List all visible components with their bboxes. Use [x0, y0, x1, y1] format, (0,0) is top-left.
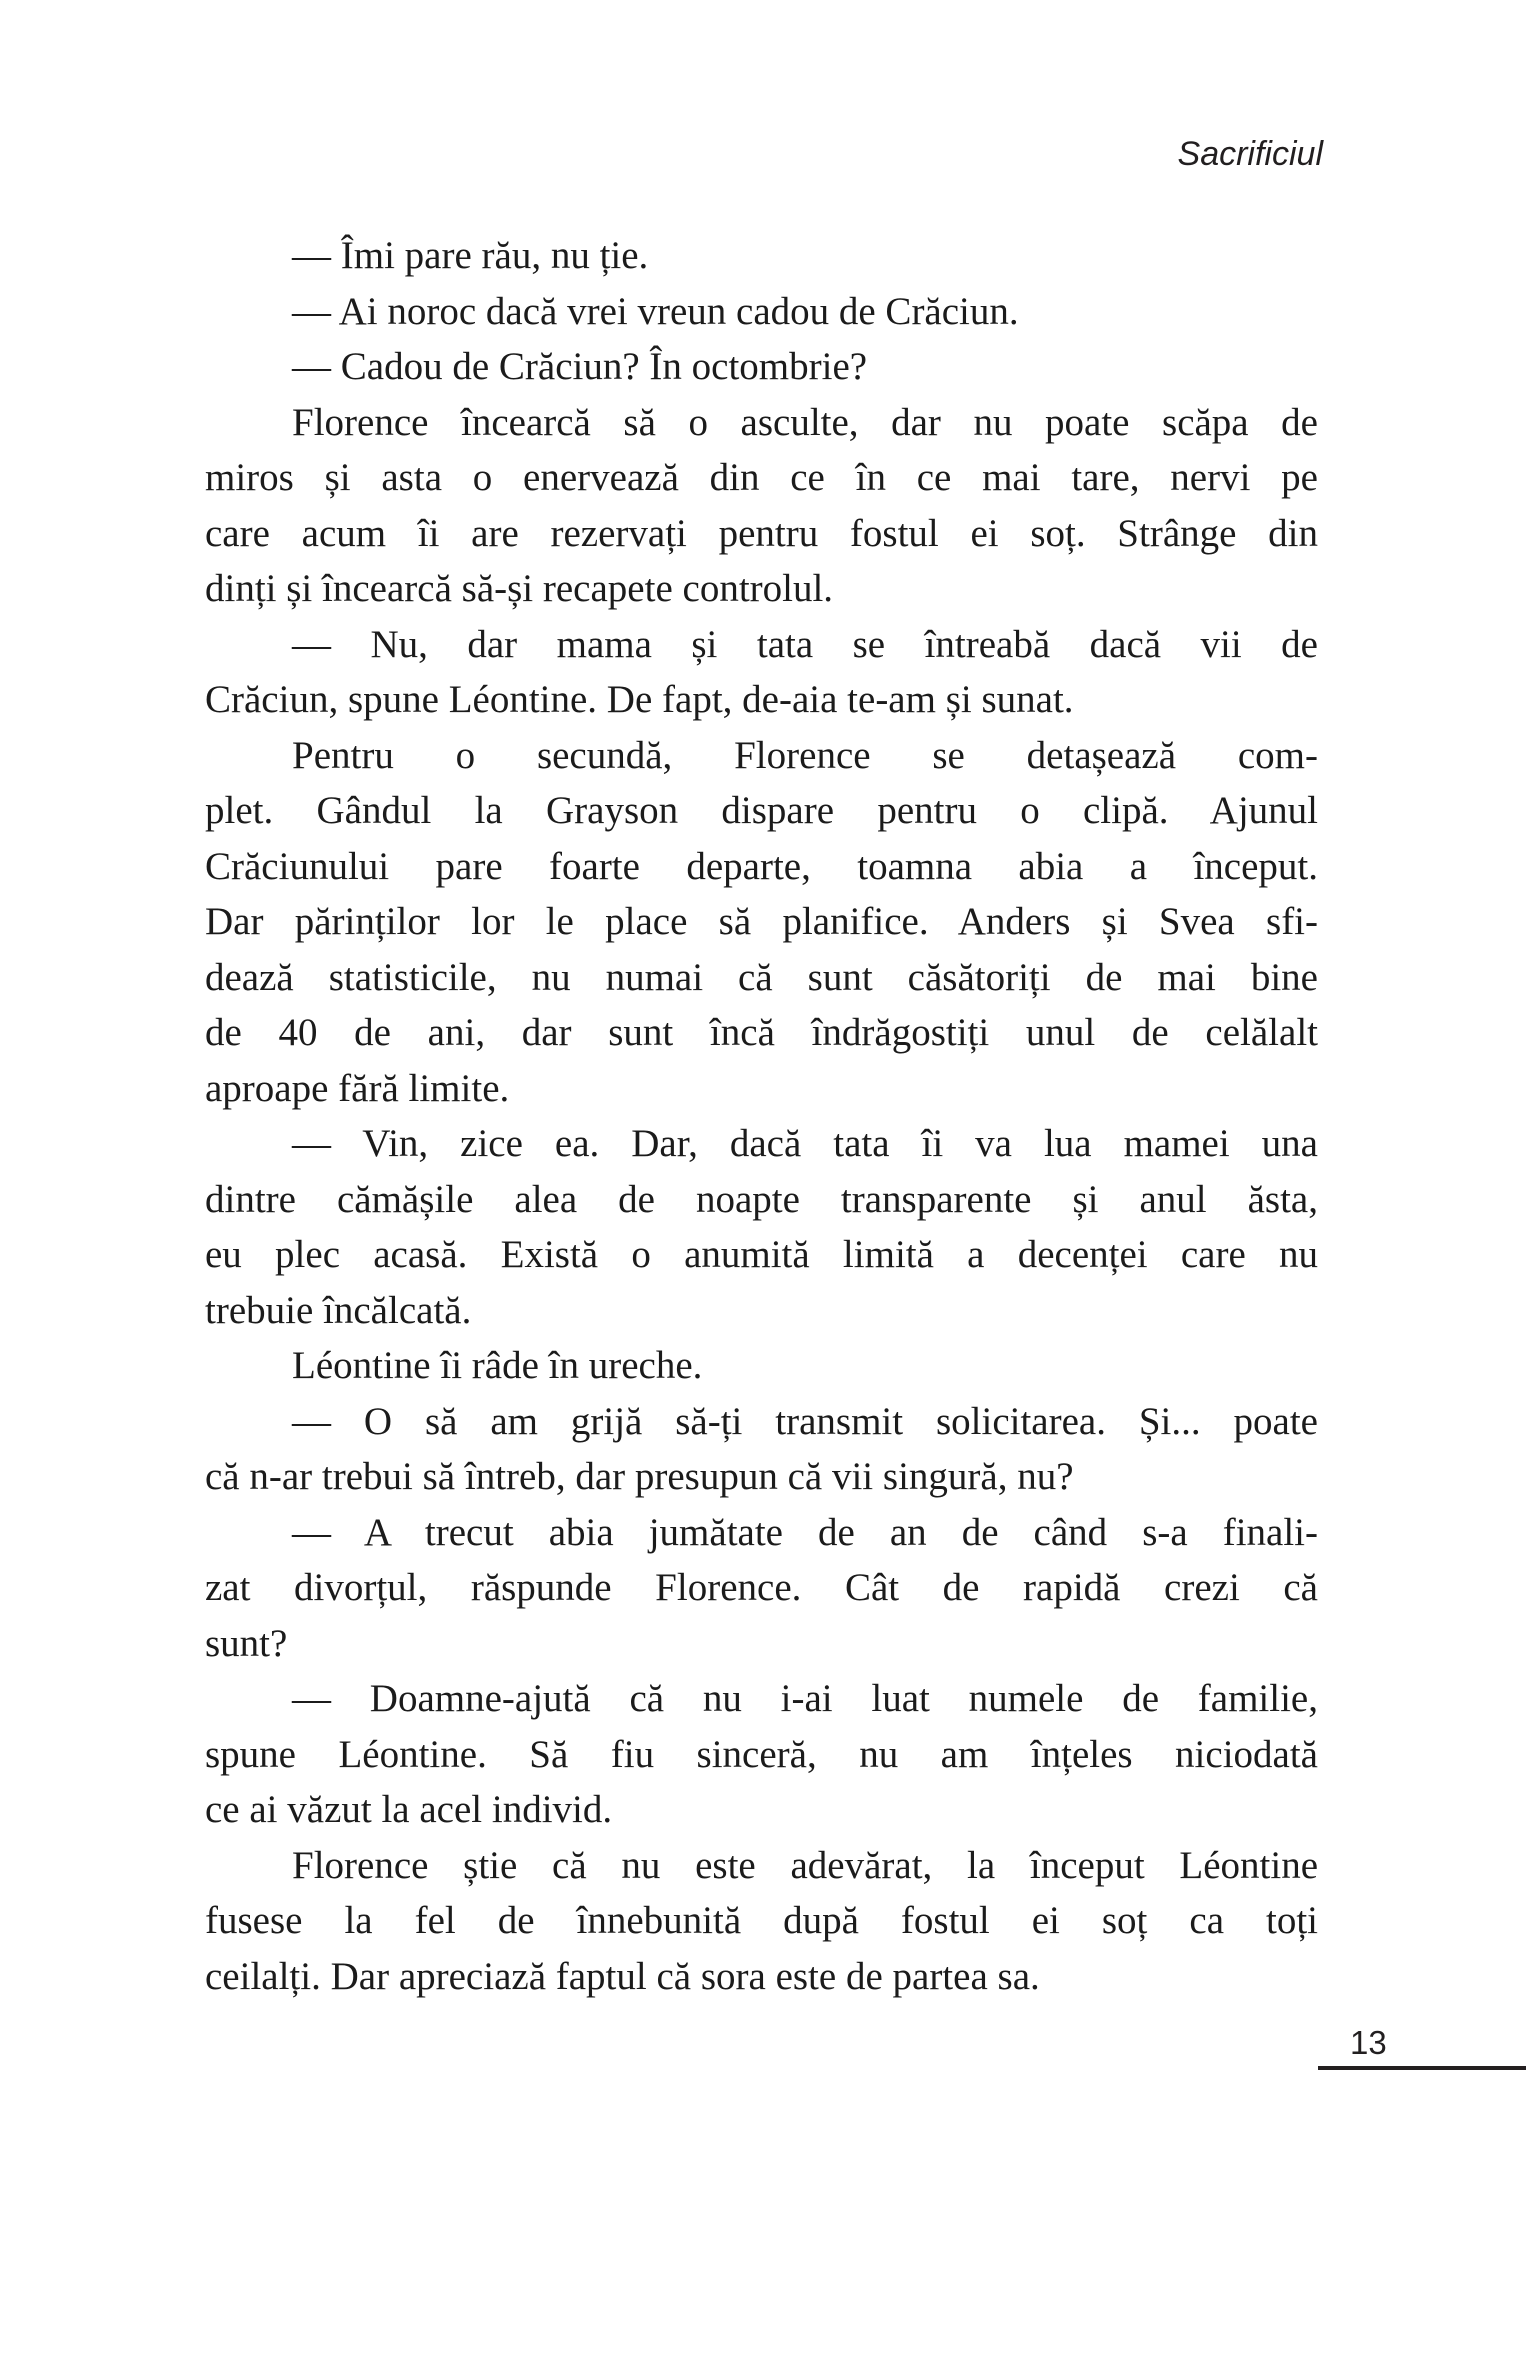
text-line: că n-ar trebui să întreb, dar presupun că vii singură, nu?	[205, 1455, 1074, 1498]
text-line: — Doamne-ajută că nu i-ai luat numele de familie,	[292, 1677, 1318, 1720]
text-line: plet. Gândul la Grayson dispare pentru o clipă. Ajunul	[205, 789, 1318, 832]
text-line: Florence încearcă să o asculte, dar nu poate scăpa de	[292, 400, 1318, 444]
text-line: dinți și încearcă să-și recapete controlul.	[205, 567, 834, 610]
text-line: sunt?	[205, 1621, 288, 1665]
text-line: Léontine îi râde în ureche.	[292, 1344, 703, 1387]
text-line: ceilalți. Dar apreciază faptul că sora este de partea sa.	[205, 1954, 1040, 1998]
text-line: Dar părinților lor le place să planifice. Anders și Svea sfi-	[205, 900, 1318, 943]
text-line: trebuie încălcată.	[205, 1288, 472, 1332]
text-line: care acum îi are rezervați pentru fostul ei soț. Strânge din	[205, 511, 1318, 555]
text-line: spune Léontine. Să fiu sinceră, nu am înțeles niciodată	[205, 1732, 1318, 1776]
text-line: Florence știe că nu este adevărat, la început Léontine	[292, 1843, 1318, 1887]
text-line: dează statisticile, nu numai că sunt căsătoriți de mai bine	[205, 955, 1318, 999]
text-line: — Cadou de Crăciun? În octombrie?	[292, 345, 868, 388]
running-header-title: Sacrificiul	[1177, 135, 1323, 173]
folio-rule	[1318, 2066, 1526, 2070]
page-number: 13	[1350, 2024, 1387, 2061]
text-line: miros și asta o enervează din ce în ce mai tare, nervi pe	[205, 456, 1318, 499]
text-line: — O să am grijă să-ți transmit solicitarea. Și... poate	[292, 1399, 1318, 1443]
text-line: Pentru o secundă, Florence se detașează com-	[292, 733, 1318, 777]
text-line: — A trecut abia jumătate de an de când s-a finali-	[292, 1510, 1318, 1554]
text-line: — Ai noroc dacă vrei vreun cadou de Crăciun.	[292, 289, 1019, 333]
text-line: fusese la fel de înnebunită după fostul ei soț ca toți	[205, 1899, 1318, 1942]
text-line: Crăciunului pare foarte departe, toamna abia a început.	[205, 844, 1318, 888]
text-line: Crăciun, spune Léontine. De fapt, de-aia te-am și sunat.	[205, 678, 1074, 721]
text-line: eu plec acasă. Există o anumită limită a decenței care nu	[205, 1233, 1318, 1276]
text-line: de 40 de ani, dar sunt încă îndrăgostiți unul de celălalt	[205, 1011, 1318, 1054]
text-line: zat divorțul, răspunde Florence. Cât de rapidă crezi că	[205, 1566, 1318, 1609]
text-line: — Nu, dar mama și tata se întreabă dacă vii de	[292, 622, 1318, 666]
text-line: aproape fără limite.	[205, 1066, 510, 1110]
text-line: dintre cămășile alea de noapte transparente și anul ăsta,	[205, 1177, 1318, 1221]
text-line: — Îmi pare rău, nu ție.	[292, 234, 649, 277]
text-line: ce ai văzut la acel individ.	[205, 1788, 613, 1831]
body-text	[205, 228, 1318, 2004]
text-line: — Vin, zice ea. Dar, dacă tata îi va lua mamei una	[292, 1122, 1318, 1165]
